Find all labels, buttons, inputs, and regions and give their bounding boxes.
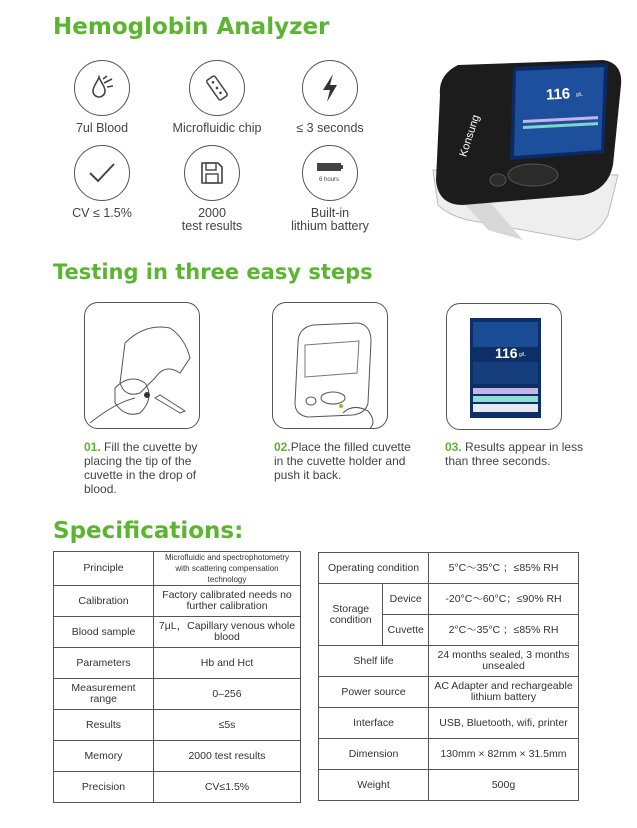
- step-2-text: [274, 440, 414, 482]
- feature-label: CV ≤ 1.5%: [72, 206, 132, 220]
- floppy-disk-icon: [184, 145, 240, 201]
- feature-blood: [42, 60, 162, 135]
- step-3-text: [445, 440, 585, 468]
- spec-value: USB, Bluetooth, wifi, printer: [429, 708, 579, 739]
- feature-label: Built-in: [310, 206, 350, 220]
- table-row: [54, 648, 301, 679]
- table-row: [319, 708, 579, 739]
- spec-label: Parameters: [54, 648, 154, 679]
- device-screen-unit: g/L: [575, 91, 584, 99]
- spec-label: Precision: [54, 772, 154, 803]
- step-3-image: [446, 303, 562, 430]
- spec-label: Results: [54, 710, 154, 741]
- spec-value: 500g: [429, 770, 579, 801]
- step-1-text: [84, 440, 224, 496]
- spec-label: Principle: [54, 552, 154, 586]
- spec-value: 24 months sealed, 3 months unsealed: [429, 646, 579, 677]
- spec-label: Memory: [54, 741, 154, 772]
- feature-cv: [42, 145, 162, 220]
- device-screen-value: 116: [545, 85, 571, 104]
- spec-value: ≤5s: [154, 710, 301, 741]
- spec-value: Microfluidic and spectrophotometry with scattering compensation technology: [154, 552, 301, 586]
- spec-table-right: [318, 552, 579, 801]
- table-row: [54, 741, 301, 772]
- feature-battery: [270, 145, 390, 233]
- spec-sublabel: Cuvette: [383, 615, 429, 646]
- spec-value: CV≤1.5%: [154, 772, 301, 803]
- table-row: [54, 679, 301, 710]
- spec-value: Factory calibrated needs no further calibration: [154, 586, 301, 617]
- microfluidic-chip-icon: [189, 60, 245, 116]
- spec-label: Interface: [319, 708, 429, 739]
- spec-label: Operating condition: [319, 553, 429, 584]
- battery-icon: [302, 145, 358, 201]
- step-1-number: 01.: [84, 440, 101, 454]
- feature-chip: [157, 60, 277, 135]
- step-2-image: [272, 302, 388, 429]
- step-3-number: 03.: [445, 440, 462, 454]
- spec-value: 7μL，Capillary venous whole blood: [154, 617, 301, 648]
- table-row: [319, 553, 579, 584]
- spec-label: Dimension: [319, 739, 429, 770]
- spec-label: Shelf life: [319, 646, 429, 677]
- spec-value: 2°C～35°C ；≤85% RH: [429, 615, 579, 646]
- spec-value: AC Adapter and rechargeable lithium battery: [429, 677, 579, 708]
- table-row: [54, 617, 301, 648]
- spec-value: 0–256: [154, 679, 301, 710]
- step-1-image: [84, 302, 200, 429]
- spec-value: Hb and Hct: [154, 648, 301, 679]
- feature-label: 2000: [198, 206, 226, 220]
- page-title: Hemoglobin Analyzer: [53, 14, 330, 40]
- feature-speed: [270, 60, 390, 135]
- table-row: [54, 710, 301, 741]
- spec-table-left: [53, 551, 301, 803]
- device-image: [428, 55, 623, 245]
- table-row: [54, 772, 301, 803]
- table-row: [319, 770, 579, 801]
- spec-label: Storage condition: [319, 584, 383, 646]
- lightning-icon: [302, 60, 358, 116]
- device-brand: Konsung: [457, 113, 483, 159]
- feature-label: ≤ 3 seconds: [296, 121, 364, 135]
- step-3-description: Results appear in less than three seconds.: [445, 440, 584, 468]
- battery-hours-text: 6 hours: [318, 177, 340, 183]
- feature-label: 7ul Blood: [75, 121, 129, 135]
- step-2-description: Place the filled cuvette in the cuvette holder and push it back.: [274, 440, 411, 482]
- spec-value: 130mm × 82mm × 31.5mm: [429, 739, 579, 770]
- spec-label: Calibration: [54, 586, 154, 617]
- spec-label: Measurement range: [54, 679, 154, 710]
- feature-label: test results: [181, 219, 243, 233]
- table-row: [54, 552, 301, 586]
- feature-label: lithium battery: [291, 219, 369, 233]
- spec-label: Power source: [319, 677, 429, 708]
- spec-label: Weight: [319, 770, 429, 801]
- step-3-screen-unit: g/L: [519, 352, 526, 358]
- table-row: [54, 586, 301, 617]
- blood-drop-icon: [74, 60, 130, 116]
- feature-memory: [152, 145, 272, 233]
- steps-title: Testing in three easy steps: [53, 260, 373, 284]
- step-2-number: 02.: [274, 440, 291, 454]
- spec-title: Specifications:: [53, 518, 244, 544]
- spec-sublabel: Device: [383, 584, 429, 615]
- table-row: [319, 584, 579, 615]
- feature-label: Microfluidic chip: [172, 121, 262, 135]
- step-1-description: Fill the cuvette by placing the tip of the cuvette in the drop of blood.: [84, 440, 198, 496]
- table-row: [319, 739, 579, 770]
- step-3-screen-value: 116: [495, 345, 518, 361]
- spec-label: Blood sample: [54, 617, 154, 648]
- checkmark-icon: [74, 145, 130, 201]
- table-row: [319, 677, 579, 708]
- spec-value: 2000 test results: [154, 741, 301, 772]
- spec-value: 5°C～35°C ；≤85% RH: [429, 553, 579, 584]
- table-row: [319, 646, 579, 677]
- spec-value: -20°C～60°C；≤90% RH: [429, 584, 579, 615]
